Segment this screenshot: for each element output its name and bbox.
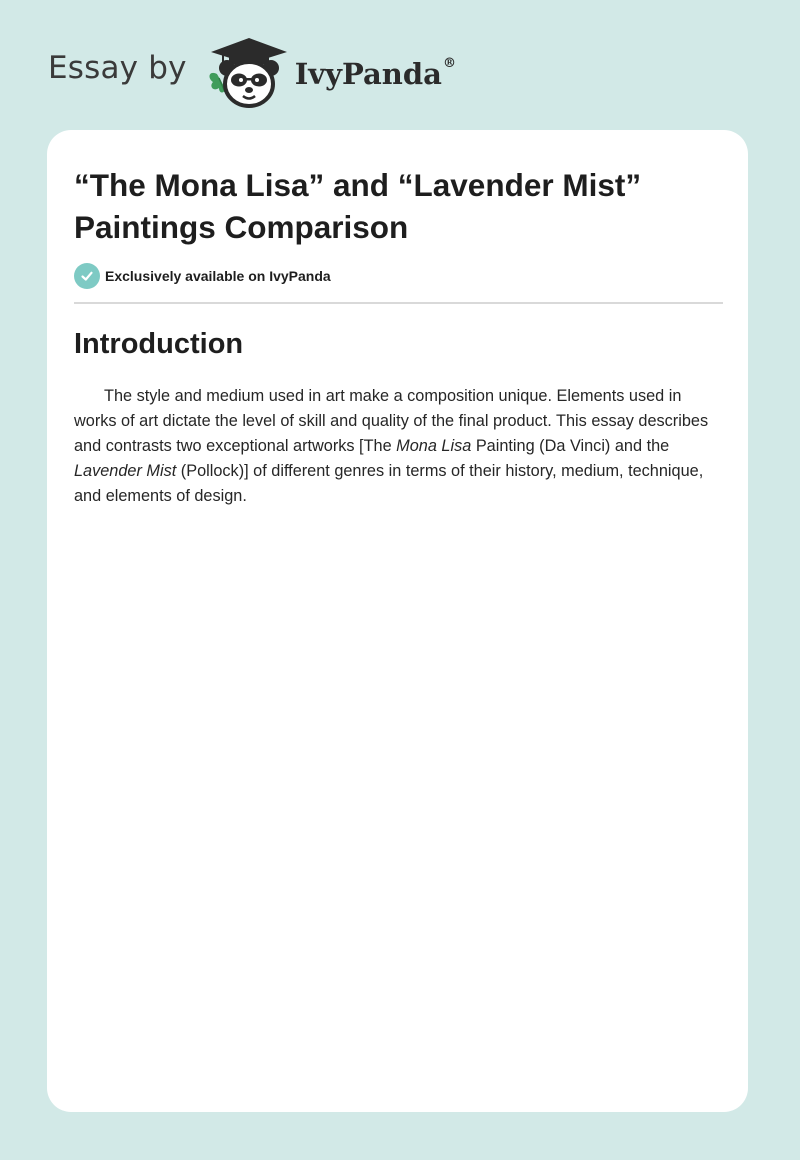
paragraph-text-1: The style and medium used in art make a composition unique. Elements used in works of art dictate the level of skill and quality of the final product. This essay describes and contrasts two exceptional artworks [The: [74, 387, 709, 455]
exclusive-badge: [74, 263, 331, 289]
essay-card: [47, 130, 748, 1112]
divider: [74, 302, 723, 304]
essay-by-label: Essay by: [48, 50, 187, 86]
registered-mark: ®: [442, 56, 456, 72]
panda-graduation-cap-icon[interactable]: [203, 34, 295, 110]
section-heading-introduction: Introduction: [74, 328, 244, 360]
introduction-paragraph: [74, 384, 726, 509]
brand-name-text: IvyPanda: [294, 57, 442, 91]
site-header: [48, 34, 456, 110]
exclusive-label: Exclusively available on IvyPanda: [105, 268, 331, 284]
brand-name[interactable]: [295, 57, 456, 91]
essay-title: “The Mona Lisa” and “Lavender Mist” Paintings Comparison: [74, 167, 642, 245]
artwork-title-mona-lisa: Mona Lisa: [396, 437, 472, 455]
artwork-title-lavender-mist: Lavender Mist: [74, 462, 177, 480]
check-circle-icon: [74, 263, 100, 289]
paragraph-text-2: Painting (Da Vinci) and the: [471, 437, 670, 455]
paragraph-text-3: (Pollock)] of different genres in terms of their history, medium, technique, and elements of design.: [74, 462, 704, 505]
